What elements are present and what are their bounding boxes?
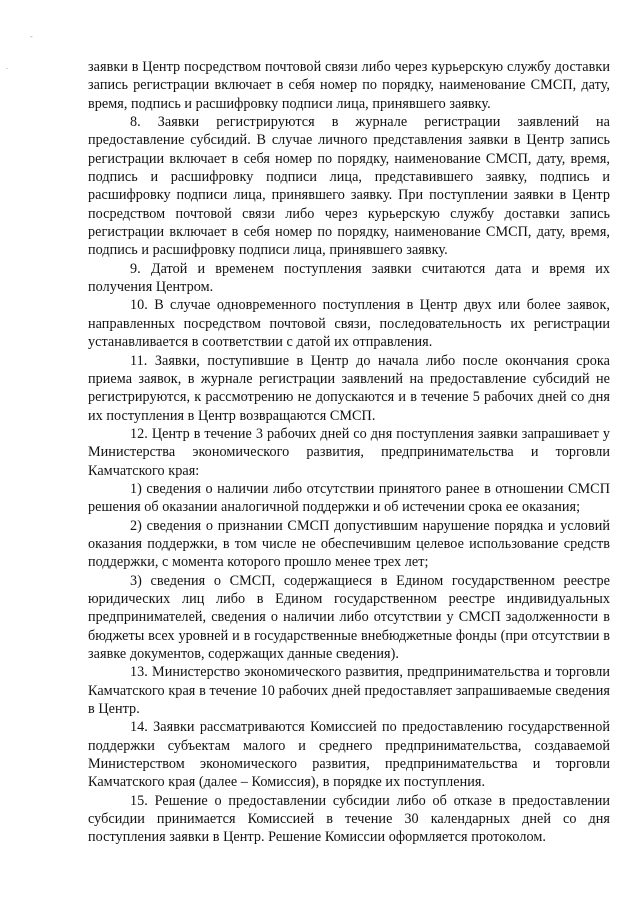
paragraph: заявки в Центр посредством почтовой связи либо через курьерскую службу доставки запись регистрации включает в себя номер по порядку, наименование СМСП, дату, время, подпись и расшифровку подписи лица, принявшего заявку. <box>88 59 610 112</box>
paragraph-item-14: 14. Заявки рассматриваются Комиссией по предоставлению государственной поддержки субъектам малого и среднего предпринимательства, создаваемой Министерством экономического развития, предпринимательства и торговли Камчатского края (далее – Комиссия), в порядке их поступления. <box>88 719 610 791</box>
paragraph-item-11: 11. Заявки, поступившие в Центр до начала либо после окончания срока приема заявок, в журнале регистрации заявлений на предоставление субсидий не регистрируются, к рассмотрению не допускаются и в течение 5 рабочих дней со дня их поступления в Центр возвращаются СМСП. <box>88 352 610 424</box>
paragraph-item-15: 15. Решение о предоставлении субсидии либо об отказе в предоставлении субсидии принимается Комиссией в течение 30 календарных дней со дня поступления заявки в Центр. Решение Комиссии оформляется протоколом. <box>88 792 610 846</box>
paragraph-subitem-2: 2) сведения о признании СМСП допустившим нарушение порядка и условий оказания поддержки, в том числе не обеспечившим целевое использование средств поддержки, с момента которого прошло менее трех лет; <box>88 517 610 571</box>
paragraph-subitem-3: 3) сведения о СМСП, содержащиеся в Едином государственном реестре юридических лиц либо в Едином государственном реестре индивидуальных предпринимателей, сведения о наличии либо отсутствии у СМСП задолженности в бюджеты всех уровней и в государственные внебюджетные фонды (при отсутствии в заявке документов, содержащих данные сведения). <box>88 572 610 662</box>
margin-mark: . <box>6 62 8 71</box>
paragraph-item-12: 12. Центр в течение 3 рабочих дней со дня поступления заявки запрашивает у Министерства экономического развития, предпринимательства и торговли Камчатского края: <box>88 425 610 479</box>
paragraph-item-10: 10. В случае одновременного поступления в Центр двух или более заявок, направленных посредством почтовой связи, последовательность их регистрации устанавливается в соответствии с датой их отправления. <box>88 297 610 351</box>
margin-mark: - <box>30 32 33 41</box>
paragraph-subitem-1: 1) сведения о наличии либо отсутствии принятого ранее в отношении СМСП решения об оказании аналогичной поддержки и об истечении срока ее оказания; <box>88 480 610 516</box>
paragraph-item-9: 9. Датой и временем поступления заявки считаются дата и время их получения Центром. <box>88 260 610 296</box>
paragraph-item-13: 13. Министерство экономического развития, предпринимательства и торговли Камчатского края в течение 10 рабочих дней предоставляет запрашиваемые сведения в Центр. <box>88 664 610 718</box>
document-body <box>88 58 610 847</box>
paragraph-item-8: 8. Заявки регистрируются в журнале регистрации заявлений на предоставление субсидий. В случае личного представления заявки в Центр запись регистрации включает в себя номер по порядку, наименование СМСП, дату, время, подпись и расшифровку подписи лица, представившего заявку, подпись и расшифровку подписи лица, принявшего заявку. При поступлении заявки в Центр посредством почтовой связи либо через курьерскую службу доставки запись регистрации включает в себя номер по порядку, наименование СМСП, дату, время, подпись и расшифровку подписи лица, принявшего заявку. <box>88 114 610 259</box>
